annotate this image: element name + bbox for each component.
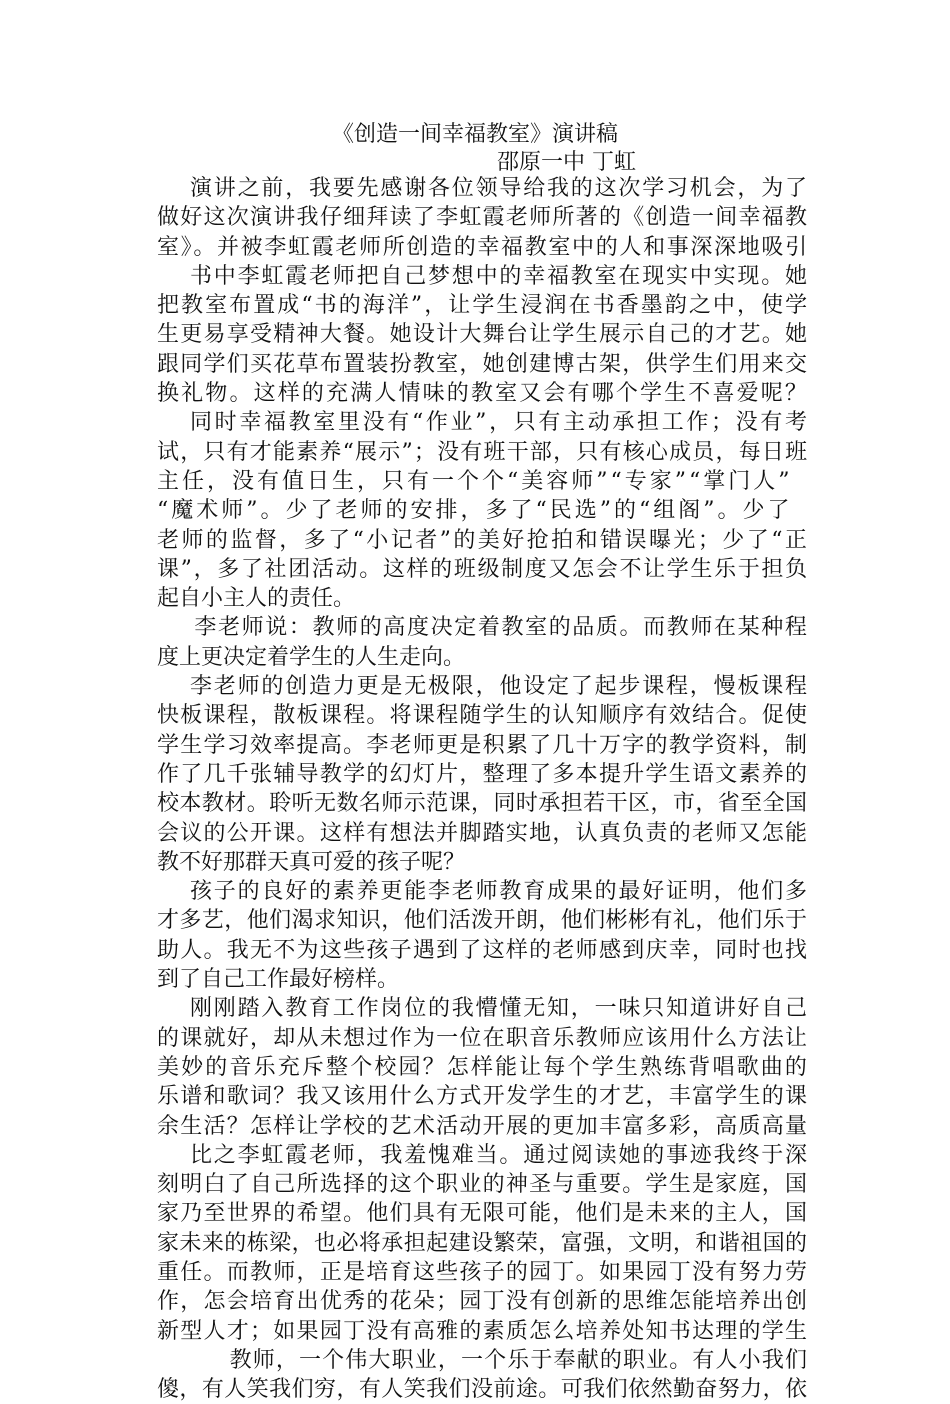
text-line: 试，只有才能素养“展示”；没有班干部，只有核心成员，每日班 — [157, 439, 809, 465]
text-line: 到了自己工作最好榜样。 — [157, 967, 400, 993]
text-line: 校本教材。聆听无数名师示范课，同时承担若干区，市，省至全国 — [157, 791, 808, 817]
text-line: 课”，多了社团活动。这样的班级制度又怎会不让学生乐于担负 — [157, 556, 809, 582]
text-line: 跟同学们买花草布置装扮教室，她创建博古架，供学生们用来交 — [157, 351, 809, 377]
text-line: 刻明白了自己所选择的这个职业的神圣与重要。学生是家庭，国 — [157, 1172, 809, 1198]
text-line: 起自小主人的责任。 — [157, 586, 356, 612]
text-line: 新型人才；如果园丁没有高雅的素质怎么培养处知书达理的学生 — [157, 1318, 809, 1344]
text-line: 快板课程，散板课程。将课程随学生的认知顺序有效结合。促使 — [157, 703, 809, 729]
text-line: 李老师的创造力更是无极限，他设定了起步课程，慢板课程 — [190, 674, 809, 700]
text-line: 作了几千张辅导教学的幻灯片，整理了多本提升学生语文素养的 — [157, 761, 809, 787]
text-line: 助人。我无不为这些孩子遇到了这样的老师感到庆幸，同时也找 — [157, 937, 809, 963]
text-line: “魔术师”。少了老师的安排，多了“民选”的“组阁”。少了 — [157, 498, 793, 524]
text-line: 教不好那群天真可爱的孩子呢？ — [157, 849, 466, 875]
document-author: 邵原一中 丁虹 — [497, 150, 636, 175]
text-line: 李老师说：教师的高度决定着教室的品质。而教师在某种程 — [194, 615, 809, 641]
text-line: 刚刚踏入教育工作岗位的我懵懂无知，一味只知道讲好自己 — [190, 996, 809, 1022]
text-line: 会议的公开课。这样有想法并脚踏实地，认真负责的老师又怎能 — [157, 820, 809, 846]
text-line: 乐谱和歌词？我又该用什么方式开发学生的才艺，丰富学生的课 — [157, 1084, 809, 1110]
text-line: 做好这次演讲我仔细拜读了李虹霞老师所著的《创造一间幸福教 — [157, 205, 809, 231]
text-line: 余生活？怎样让学校的艺术活动开展的更加丰富多彩，高质高量 — [157, 1113, 809, 1139]
text-line: 的课就好，却从未想过作为一位在职音乐教师应该用什么方法让 — [157, 1025, 809, 1051]
text-line: 重任。而教师，正是培育这些孩子的园丁。如果园丁没有努力劳 — [157, 1259, 809, 1285]
text-line: 把教室布置成“书的海洋”，让学生浸润在书香墨韵之中，使学 — [157, 293, 810, 319]
text-line: 比之李虹霞老师，我羞愧难当。通过阅读她的事迹我终于深 — [190, 1142, 809, 1168]
text-line: 学生学习效率提高。李老师更是积累了几十万字的教学资料，制 — [157, 732, 809, 758]
text-line: 老师的监督，多了“小记者”的美好抢拍和错误曝光；少了“正 — [157, 527, 810, 553]
text-line: 书中李虹霞老师把自己梦想中的幸福教室在现实中实现。她 — [190, 263, 809, 289]
text-line: 作，怎会培育出优秀的花朵；园丁没有创新的思维怎能培养出创 — [157, 1289, 809, 1315]
text-line: 美妙的音乐充斥整个校园？怎样能让每个学生熟练背唱歌曲的 — [157, 1054, 810, 1080]
document-body — [157, 174, 810, 1404]
text-line: 生更易享受精神大餐。她设计大舞台让学生展示自己的才艺。她 — [157, 322, 809, 348]
text-line: 度上更决定着学生的人生走向。 — [157, 644, 466, 670]
document-title: 《创造一间幸福教室》演讲稿 — [331, 122, 618, 147]
text-line: 孩子的良好的素养更能李老师教育成果的最好证明，他们多 — [190, 879, 809, 905]
text-line: 室》。并被李虹霞老师所创造的幸福教室中的人和事深深地吸引 — [157, 234, 809, 260]
text-line: 主任，没有值日生，只有一个个“美容师”“专家”“掌门人” — [157, 468, 793, 494]
text-line: 换礼物。这样的充满人情味的教室又会有哪个学生不喜爱呢？ — [157, 381, 810, 407]
text-line: 家乃至世界的希望。他们具有无限可能，他们是未来的主人，国 — [157, 1201, 809, 1227]
text-line: 傻，有人笑我们穷，有人笑我们没前途。可我们依然勤奋努力，依 — [157, 1377, 808, 1403]
text-line: 家未来的栋梁，也必将承担起建设繁荣，富强，文明，和谐祖国的 — [157, 1230, 808, 1256]
text-line: 演讲之前，我要先感谢各位领导给我的这次学习机会，为了 — [190, 176, 809, 201]
text-line: 教师，一个伟大职业，一个乐于奉献的职业。有人小我们 — [229, 1347, 809, 1373]
text-line: 才多艺，他们渴求知识，他们活泼开朗，他们彬彬有礼，他们乐于 — [157, 908, 808, 934]
text-line: 同时幸福教室里没有“作业”，只有主动承担工作；没有考 — [190, 410, 810, 436]
